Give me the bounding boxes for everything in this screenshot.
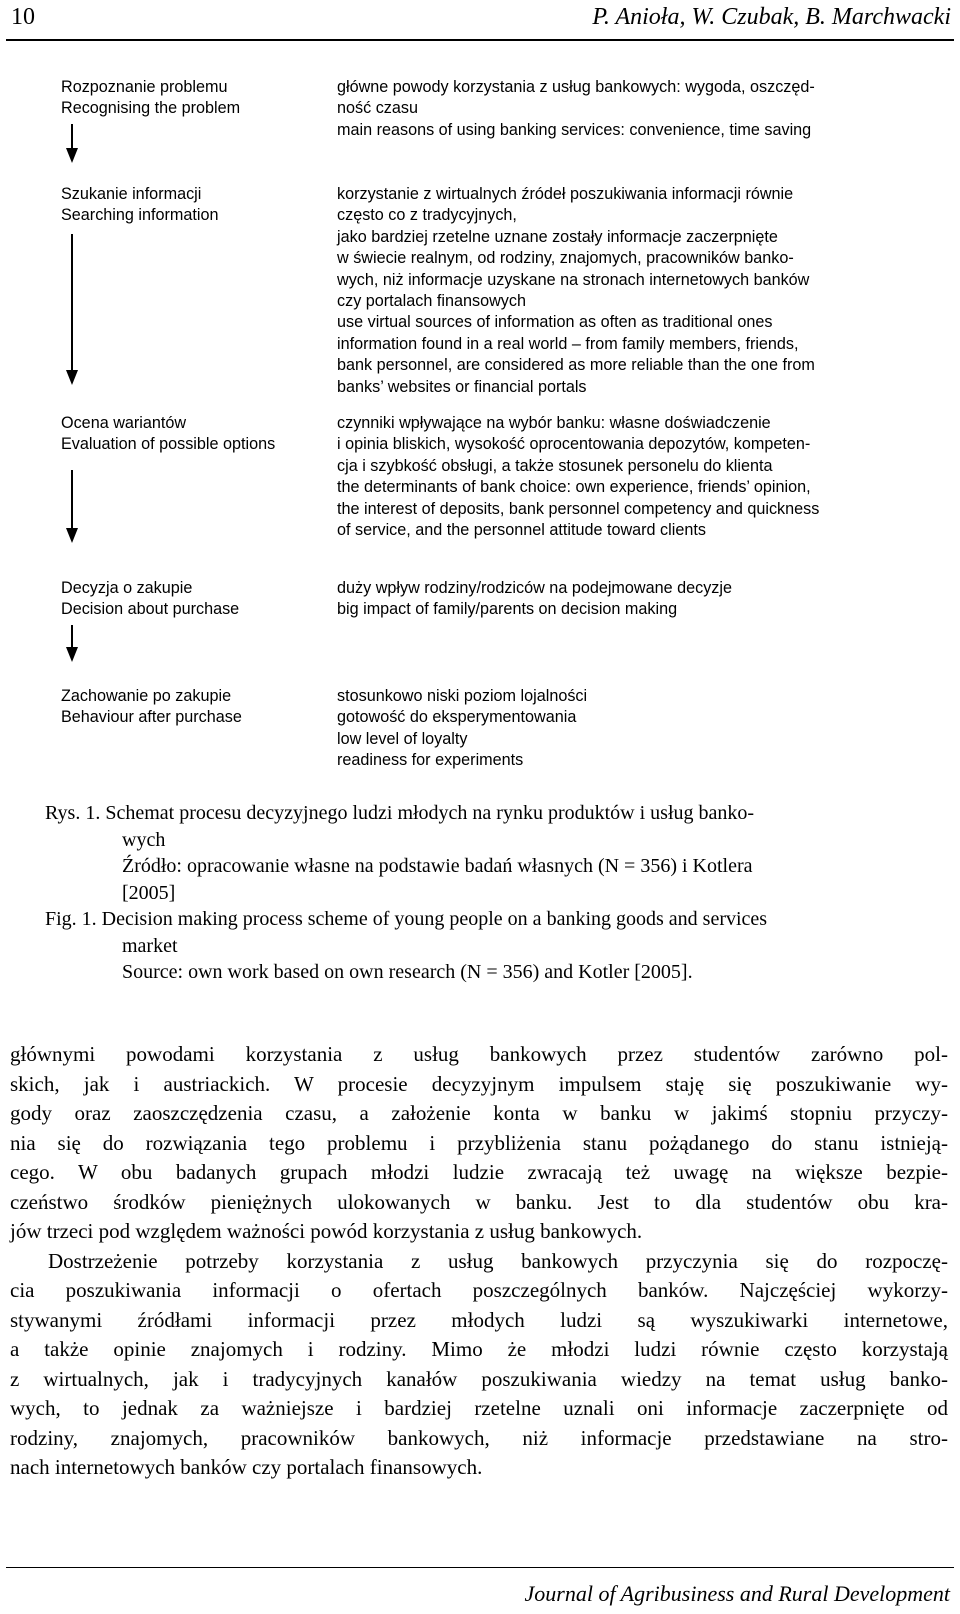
caption-en-source: Source: own work based on own research (N = 356) and Kotler [2005]. — [122, 961, 693, 983]
text-line: nach internetowych banków czy portalach finansowych. — [10, 1455, 483, 1479]
description-line: cja i szybkość obsługi, a także stosunek personelu do klienta — [337, 456, 773, 475]
description-line: i opinia bliskich, wysokość oprocentowania depozytów, kompeten- — [337, 435, 811, 454]
stage-label-en: Recognising the problem — [61, 99, 241, 118]
description-line: the determinants of bank choice: own experience, friends’ opinion, — [337, 478, 811, 497]
description-line: gotowość do eksperymentowania — [337, 708, 577, 727]
text-line: jów trzeci pod względem ważności powód korzystania z usług bankowych. — [10, 1219, 643, 1243]
stage-2-description — [337, 184, 937, 398]
description-line: korzystanie z wirtualnych źródeł poszukiwania informacji równie — [337, 185, 794, 203]
stage-label-pl: Ocena wariantów — [61, 414, 187, 432]
header-rule — [6, 39, 954, 41]
description-line: bank personnel, are considered as more reliable than the one from — [337, 356, 815, 375]
stage-label-en: Evaluation of possible options — [61, 435, 276, 454]
stage-label-pl: Szukanie informacji — [61, 185, 202, 203]
paragraph-2 — [10, 1247, 948, 1483]
text-line: wych, to jednak za ważniejsze i bardziej rzetelne uznali oni informacje zaczerpnięte od — [10, 1396, 948, 1420]
journal-name: Journal of Agribusiness and Rural Development — [524, 1581, 950, 1606]
stage-3-description — [337, 413, 937, 541]
text-line: nia się do rozwiązania tego problemu i przybliżenia stanu pożądanego do stanu istnieją- — [10, 1130, 948, 1155]
description-line: czy portalach finansowych — [337, 292, 526, 311]
flow-arrow-2 — [65, 232, 79, 386]
page-number: 10 — [11, 4, 35, 30]
caption-en-title-cont: market — [122, 934, 178, 957]
caption-en-title: Fig. 1. Decision making process scheme of young people on a banking goods and services — [45, 908, 768, 930]
description-line: big impact of family/parents on decision making — [337, 600, 678, 619]
stage-label-pl: Rozpoznanie problemu — [61, 78, 228, 96]
text-line: cego. W obu badanych grupach młodzi ludzie zwracają też uwagę na większe bezpie- — [10, 1160, 948, 1184]
caption-pl-source-cont: [2005] — [122, 881, 176, 904]
text-line: skich, jak i austriackich. W procesie decyzyjnym impulsem staję się poszukiwanie wy- — [10, 1071, 948, 1096]
caption-pl-title-cont: wych — [122, 828, 166, 851]
stage-5-description — [337, 686, 937, 772]
stage-label-pl: Decyzja o zakupie — [61, 579, 193, 597]
description-line: low level of loyalty — [337, 729, 468, 748]
description-line: of service, and the personnel attitude toward clients — [337, 521, 706, 540]
text-line: z wirtualnych, jak i tradycyjnych kanałów poszukiwania wiedzy na temat usług banko- — [10, 1366, 948, 1391]
text-line: czeństwo środków pieniężnych ulokowanych w banku. Jest to dla studentów obu kra- — [10, 1189, 948, 1214]
text-line: głównymi powodami korzystania z usług bankowych przez studentów zarówno pol- — [10, 1042, 948, 1066]
footer-rule — [6, 1567, 954, 1568]
description-line: readiness for experiments — [337, 751, 524, 770]
body-text — [10, 1040, 948, 1483]
figure-caption — [45, 800, 920, 986]
stage-label-en: Searching information — [61, 206, 219, 225]
stage-1-label — [61, 77, 316, 120]
description-line: the interest of deposits, bank personnel competency and quickness — [337, 499, 820, 518]
description-line: duży wpływ rodziny/rodziców na podejmowane decyzje — [337, 579, 732, 597]
stage-4-description — [337, 578, 937, 621]
description-line: stosunkowo niski poziom lojalności — [337, 687, 588, 705]
text-line: stywanymi źródłami informacji przez młodych ludzi są wyszukiwarki internetowe, — [10, 1307, 948, 1332]
stage-1-description — [337, 77, 937, 141]
description-line: często co z tradycyjnych, — [337, 206, 517, 225]
description-line: główne powody korzystania z usług bankowych: wygoda, oszczęd- — [337, 78, 815, 96]
caption-pl-title: Rys. 1. Schemat procesu decyzyjnego ludzi młodych na rynku produktów i usług banko- — [45, 802, 755, 824]
description-line: banks’ websites or financial portals — [337, 377, 587, 396]
text-line: a także opinie znajomych i rodziny. Mimo że młodzi ludzi równie często korzystają — [10, 1337, 948, 1361]
paragraph-1 — [10, 1040, 948, 1247]
description-line: main reasons of using banking services: convenience, time saving — [337, 120, 812, 139]
description-line: w świecie realnym, od rodziny, znajomych, pracowników banko- — [337, 249, 794, 268]
description-line: jako bardziej rzetelne uznane zostały informacje zaczerpnięte — [337, 227, 778, 246]
description-line: wych, niż informacje uzyskane na stronach internetowych banków — [337, 270, 810, 289]
running-header-authors: P. Anioła, W. Czubak, B. Marchwacki — [592, 4, 951, 30]
stage-5-label — [61, 686, 316, 729]
stage-label-pl: Zachowanie po zakupie — [61, 687, 232, 705]
stage-2-label — [61, 184, 316, 227]
stage-3-label — [61, 413, 316, 456]
description-line: ność czasu — [337, 99, 418, 118]
stage-label-en: Behaviour after purchase — [61, 708, 242, 727]
text-line: Dostrzeżenie potrzeby korzystania z usług bankowych przyczynia się do rozpoczę- — [48, 1248, 948, 1273]
caption-pl-source: Źródło: opracowanie własne na podstawie badań własnych (N = 356) i Kotlera — [122, 855, 753, 877]
description-line: use virtual sources of information as often as traditional ones — [337, 313, 773, 332]
text-line: gody oraz zaoszczędzenia czasu, a założenie konta w banku w jakimś stopniu przyczy- — [10, 1101, 948, 1125]
stage-4-label — [61, 578, 316, 621]
flow-arrow-3 — [65, 468, 79, 544]
description-line: czynniki wpływające na wybór banku: własne doświadczenie — [337, 414, 771, 432]
flow-arrow-4 — [65, 623, 79, 663]
description-line: information found in a real world – from family members, friends, — [337, 334, 799, 353]
text-line: cia poszukiwania informacji o ofertach poszczególnych banków. Najczęściej wykorzy- — [10, 1278, 948, 1302]
flow-arrow-1 — [65, 122, 79, 164]
stage-label-en: Decision about purchase — [61, 600, 240, 619]
text-line: rodziny, znajomych, pracowników bankowych, niż informacje przedstawiane na stro- — [10, 1425, 948, 1450]
